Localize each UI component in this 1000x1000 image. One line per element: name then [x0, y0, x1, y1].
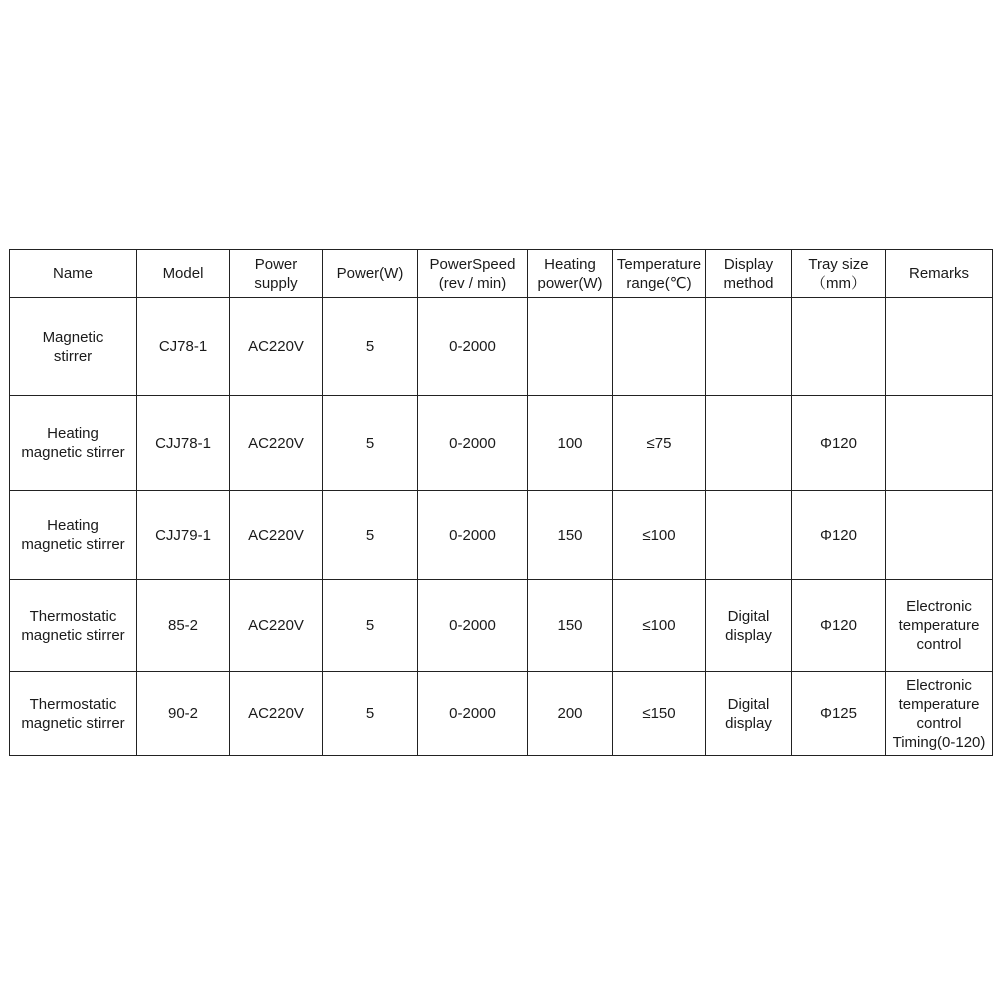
table-row — [10, 580, 993, 672]
cell-temperature-range: ≤100 — [613, 580, 706, 672]
cell-remarks — [886, 396, 993, 491]
cell-power-supply: AC220V — [230, 580, 323, 672]
cell-display-method — [706, 298, 792, 396]
header-remarks: Remarks — [886, 250, 993, 298]
table-row — [10, 491, 993, 580]
cell-power: 5 — [323, 396, 418, 491]
cell-power: 5 — [323, 672, 418, 756]
header-temperature-range: Temperature range(℃) — [613, 250, 706, 298]
cell-power: 5 — [323, 298, 418, 396]
cell-power: 5 — [323, 580, 418, 672]
cell-speed: 0-2000 — [418, 396, 528, 491]
header-heating-power: Heating power(W) — [528, 250, 613, 298]
cell-name: Thermostatic magnetic stirrer — [10, 580, 137, 672]
cell-tray-size: Φ120 — [792, 491, 886, 580]
header-speed: PowerSpeed (rev / min) — [418, 250, 528, 298]
table-row — [10, 298, 993, 396]
cell-power-supply: AC220V — [230, 491, 323, 580]
cell-tray-size: Φ120 — [792, 396, 886, 491]
cell-model: 85-2 — [137, 580, 230, 672]
cell-heating-power — [528, 298, 613, 396]
cell-power-supply: AC220V — [230, 298, 323, 396]
cell-heating-power: 200 — [528, 672, 613, 756]
header-tray-size: Tray size （mm） — [792, 250, 886, 298]
cell-heating-power: 100 — [528, 396, 613, 491]
cell-power-supply: AC220V — [230, 396, 323, 491]
cell-tray-size — [792, 298, 886, 396]
cell-heating-power: 150 — [528, 580, 613, 672]
cell-speed: 0-2000 — [418, 672, 528, 756]
cell-display-method — [706, 396, 792, 491]
cell-name: Magnetic stirrer — [10, 298, 137, 396]
cell-power-supply: AC220V — [230, 672, 323, 756]
cell-name: Heating magnetic stirrer — [10, 491, 137, 580]
header-display-method: Display method — [706, 250, 792, 298]
cell-name: Heating magnetic stirrer — [10, 396, 137, 491]
cell-model: CJJ79-1 — [137, 491, 230, 580]
cell-display-method: Digital display — [706, 672, 792, 756]
cell-tray-size: Φ125 — [792, 672, 886, 756]
cell-name: Thermostatic magnetic stirrer — [10, 672, 137, 756]
cell-temperature-range — [613, 298, 706, 396]
table-row — [10, 672, 993, 756]
header-row — [10, 250, 993, 298]
cell-model: CJJ78-1 — [137, 396, 230, 491]
header-name: Name — [10, 250, 137, 298]
cell-speed: 0-2000 — [418, 298, 528, 396]
cell-temperature-range: ≤150 — [613, 672, 706, 756]
spec-table — [9, 249, 993, 756]
cell-speed: 0-2000 — [418, 491, 528, 580]
cell-temperature-range: ≤75 — [613, 396, 706, 491]
cell-remarks: Electronic temperature control — [886, 580, 993, 672]
header-power: Power(W) — [323, 250, 418, 298]
cell-remarks — [886, 298, 993, 396]
cell-model: 90-2 — [137, 672, 230, 756]
cell-remarks — [886, 491, 993, 580]
header-model: Model — [137, 250, 230, 298]
cell-temperature-range: ≤100 — [613, 491, 706, 580]
header-power-supply: Power supply — [230, 250, 323, 298]
cell-display-method — [706, 491, 792, 580]
cell-display-method: Digital display — [706, 580, 792, 672]
cell-speed: 0-2000 — [418, 580, 528, 672]
cell-tray-size: Φ120 — [792, 580, 886, 672]
cell-heating-power: 150 — [528, 491, 613, 580]
cell-model: CJ78-1 — [137, 298, 230, 396]
cell-remarks: Electronic temperature control Timing(0-120) — [886, 672, 993, 756]
cell-power: 5 — [323, 491, 418, 580]
table-row — [10, 396, 993, 491]
